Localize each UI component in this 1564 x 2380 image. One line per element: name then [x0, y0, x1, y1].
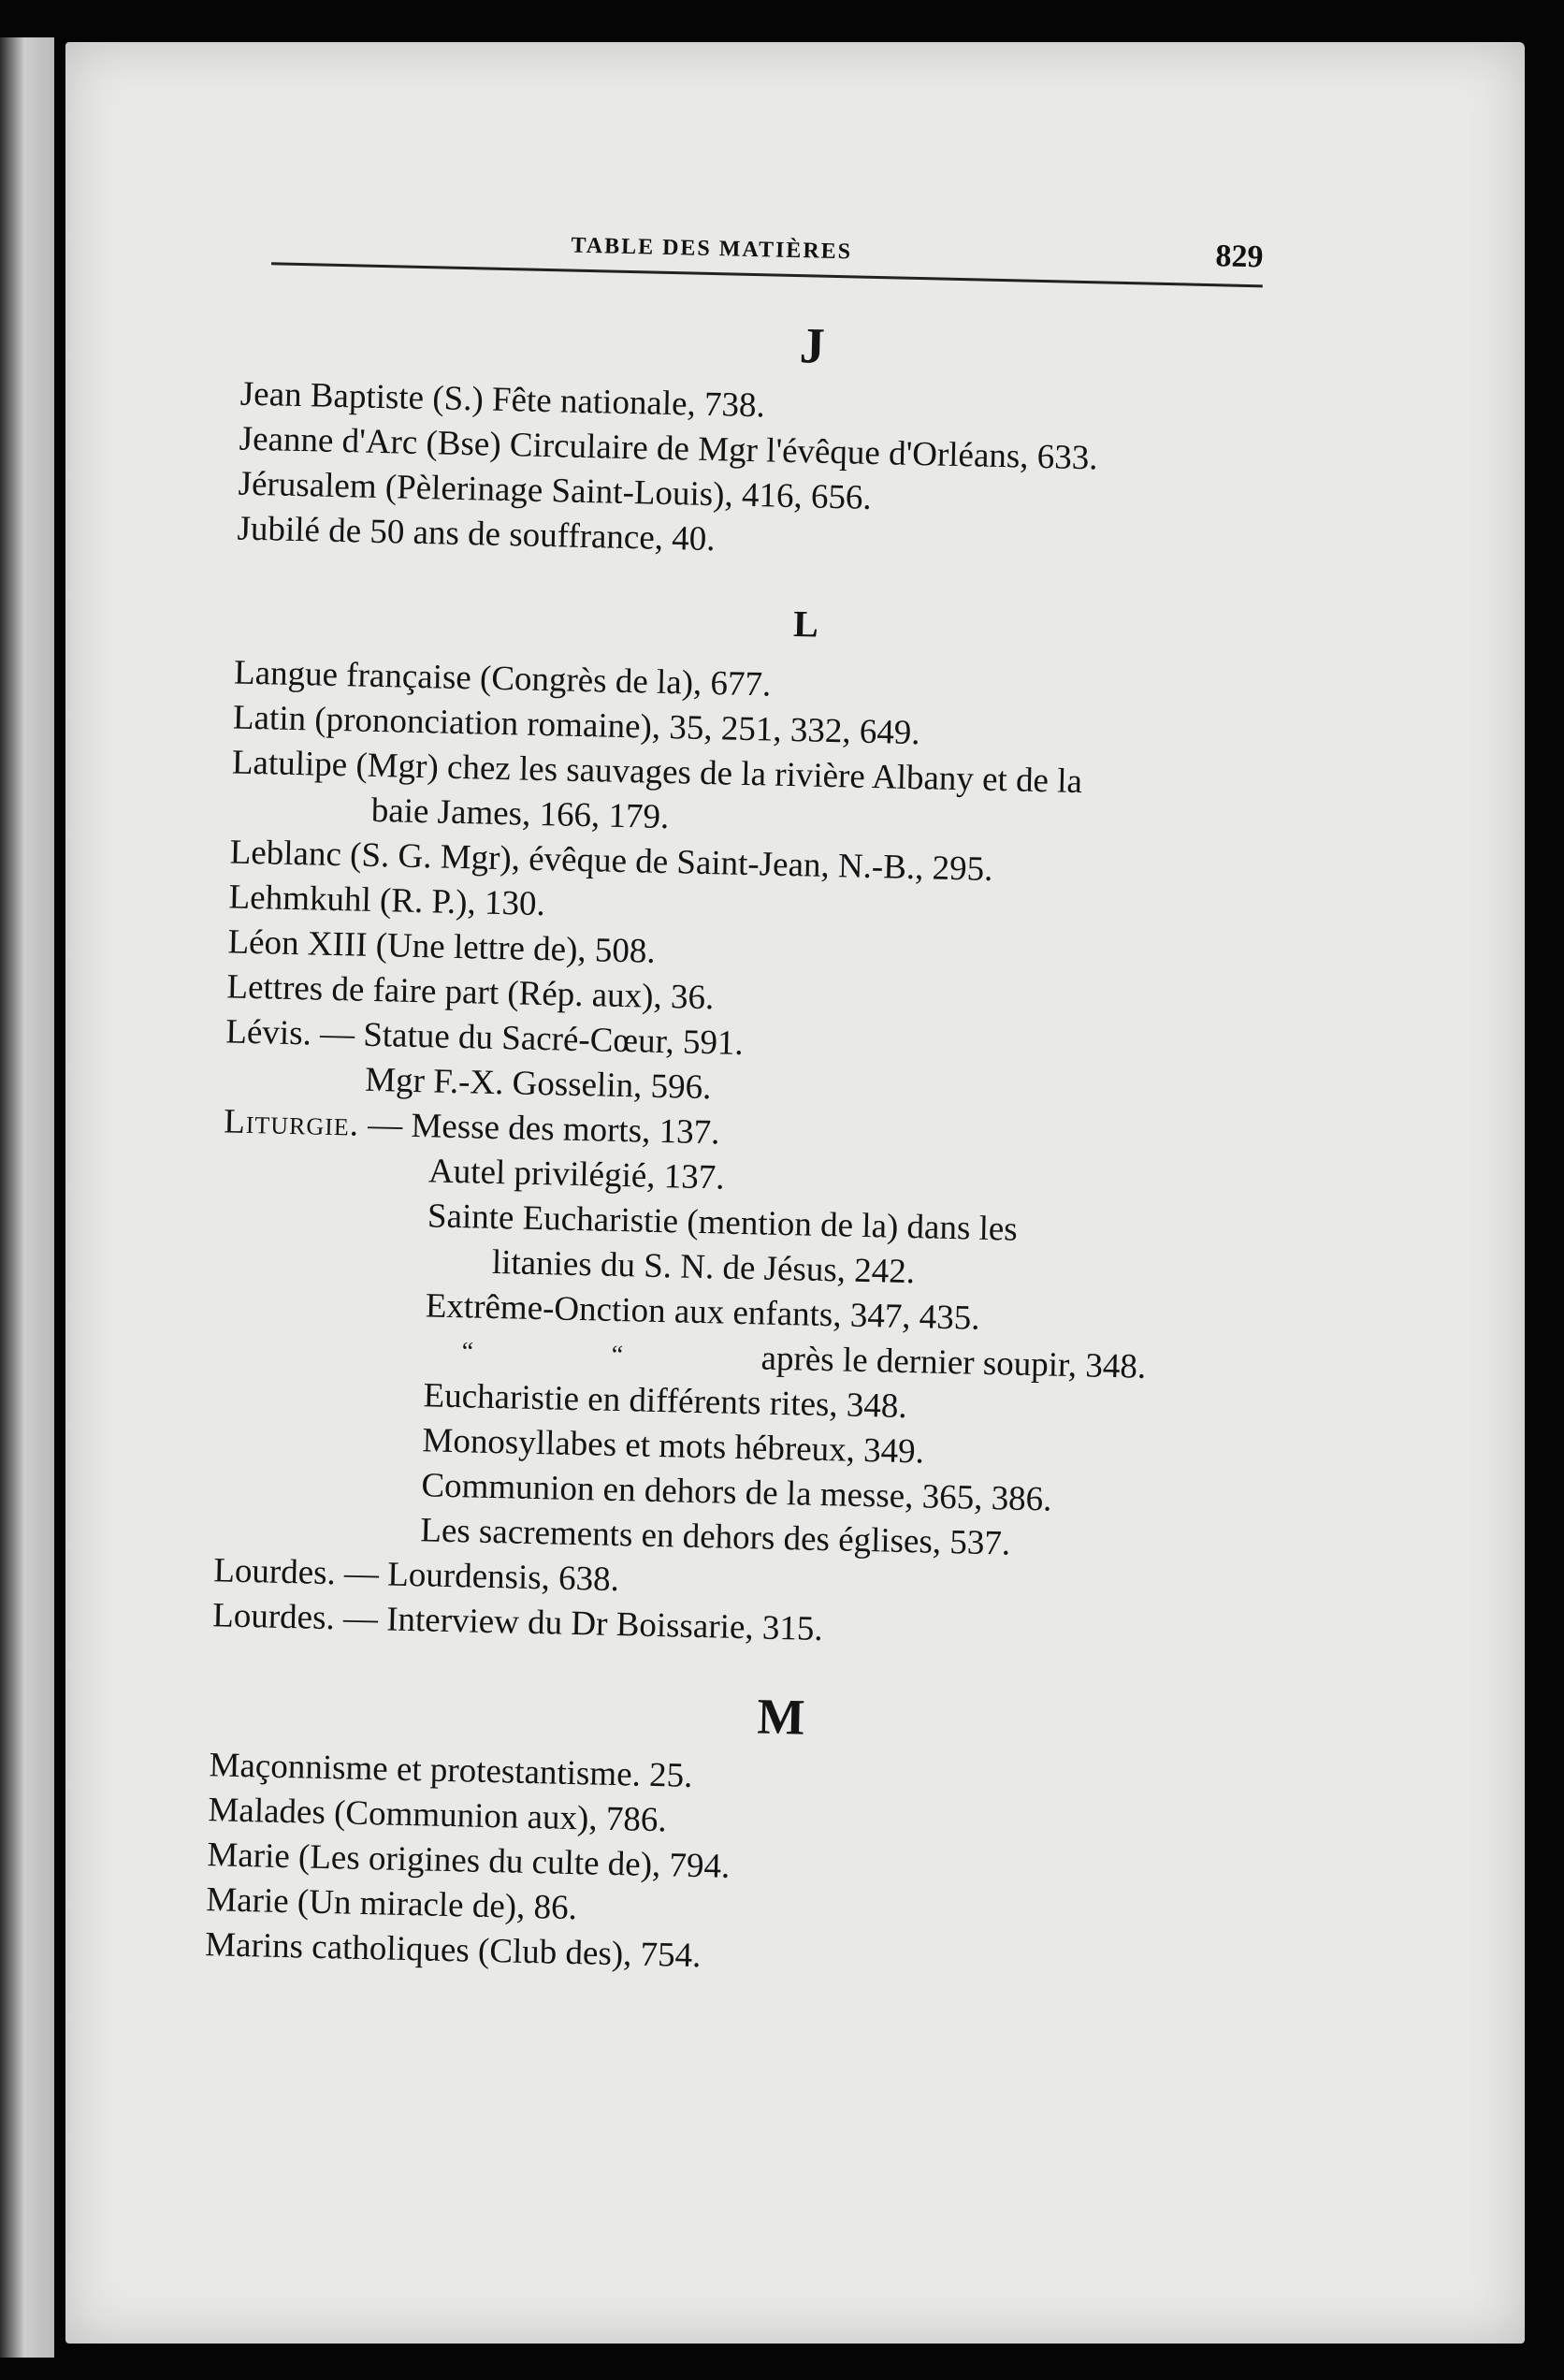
liturgie-label: Liturgie. [223, 1102, 360, 1144]
index-entry: Malades (Communion aux), 786. [208, 1791, 668, 1840]
index-entry: Léon XIII (Une lettre de), 508. [227, 922, 657, 971]
liturgie-item: Sainte Eucharistie (mention de la) dans les [427, 1197, 1019, 1249]
liturgie-item: Extrême-Onction aux enfants, 347, 435. [425, 1286, 981, 1338]
index-entry: Leblanc (S. G. Mgr), évêque de Saint-Jean, N.-B., 295. [229, 833, 993, 889]
index-entry: Langue française (Congrès de la), 677. [233, 653, 772, 704]
book-page [65, 42, 1525, 2344]
liturgie-item: Autel privilégié, 137. [427, 1152, 725, 1197]
index-entry: Lourdes. — Interview du Dr Boissarie, 315. [211, 1596, 824, 1649]
liturgie-item: Les sacrements en dehors des églises, 537. [419, 1511, 1011, 1563]
index-entry-continuation: baie James, 166, 179. [370, 791, 670, 837]
index-entry: Marins catholiques (Club des), 754. [204, 1925, 702, 1976]
index-entry: Jean Baptiste (S.) Fête nationale, 738. [239, 374, 766, 426]
liturgie-first-item: — Messe des morts, 137. [367, 1105, 720, 1153]
section-letter-m: M [756, 1688, 806, 1746]
index-entry: Lettres de faire part (Rép. aux), 36. [226, 967, 715, 1018]
index-entry: Latin (prononciation romaine), 35, 251, 332, 649. [232, 698, 921, 753]
ditto-mark: “ [611, 1340, 624, 1371]
section-letter-l: L [792, 602, 819, 646]
liturgie-item-continuation: litanies du S. N. de Jésus, 242. [491, 1242, 916, 1292]
liturgie-ditto-text: après le dernier soupir, 348. [760, 1339, 1147, 1386]
index-content [205, 301, 1271, 1991]
page-header [271, 189, 1264, 277]
index-entry: Lourdes. — Lourdensis, 638. [212, 1551, 620, 1600]
page-number: 829 [1215, 239, 1264, 275]
ditto-mark: “ [461, 1337, 474, 1367]
index-entry: Jérusalem (Pèlerinage Saint-Louis), 416, 656. [238, 464, 873, 517]
index-subentry: Mgr F.-X. Gosselin, 596. [364, 1060, 712, 1108]
index-entry: Latulipe (Mgr) chez les sauvages de la rivière Albany et de la [231, 743, 1083, 802]
liturgie-item: Communion en dehors de la messe, 365, 386. [421, 1466, 1052, 1519]
header-rule [271, 262, 1263, 287]
section-letter-j: J [799, 317, 826, 374]
index-entry: Lévis. — Statue du Sacré-Cœur, 591. [224, 1012, 745, 1063]
index-entry: Jeanne d'Arc (Bse) Circulaire de Mgr l'évêque d'Orléans, 633. [239, 419, 1099, 478]
running-head: TABLE DES MATIÈRES [571, 233, 853, 265]
liturgie-item: Eucharistie en différents rites, 348. [423, 1376, 908, 1427]
index-entry: Lehmkuhl (R. P.), 130. [228, 878, 546, 924]
liturgie-item: Monosyllabes et mots hébreux, 349. [422, 1421, 925, 1472]
index-entry: Maçonnisme et protestantisme. 25. [209, 1746, 693, 1795]
index-entry: Marie (Un miracle de), 86. [205, 1880, 578, 1928]
index-entry: Jubilé de 50 ans de souffrance, 40. [237, 509, 716, 559]
index-entry: Marie (Les origines du culte de), 794. [206, 1836, 731, 1886]
